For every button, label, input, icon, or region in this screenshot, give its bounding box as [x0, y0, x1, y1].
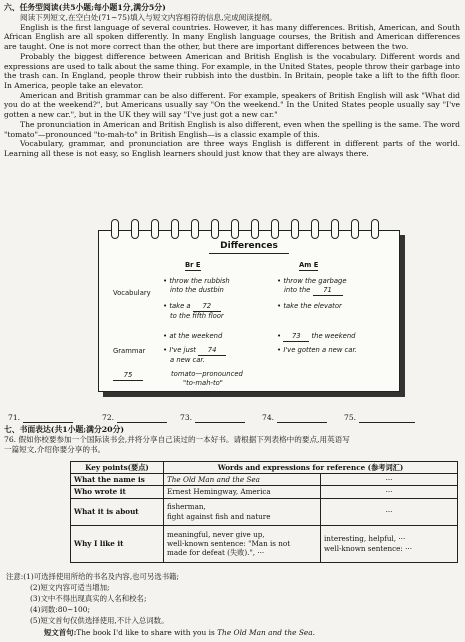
section-6-heading: 六、任务型阅读(共5小题;每小题1分,满分5分): [4, 3, 166, 12]
answer-71-label: 71.: [8, 413, 21, 422]
value-why-words-1: interesting, helpful, ···: [324, 534, 406, 544]
br-grammar-2: [163, 346, 226, 364]
br-vocab-1b: into the dustbin: [170, 285, 224, 294]
first-sentence-end: .: [312, 628, 316, 637]
section-7: [4, 425, 460, 454]
ring: [291, 219, 299, 239]
am-vocab-2: [277, 302, 342, 311]
first-sentence: [44, 628, 315, 637]
paragraph-4: The pronunciation in American and British English is also different, even when the spelling is the same. The word "tomato"—pronounced "to-mah-to" in British English—is a classic example of this.: [4, 119, 460, 139]
ring: [271, 219, 279, 239]
col-header-am: Am E: [299, 261, 319, 269]
answer-73[interactable]: [180, 413, 245, 423]
br-vocab-2b: to the fifth floor: [170, 311, 224, 320]
note-3: (3)文中不得出现真实的人名和校名;: [30, 594, 147, 603]
bullet-icon: •: [163, 277, 168, 285]
value-why-2: well-known sentence: "Man is not: [167, 539, 291, 549]
note-4: (4)词数:80~100;: [30, 605, 90, 614]
answer-72-line[interactable]: [117, 414, 167, 423]
br-vocab-2: [163, 302, 224, 320]
table-row: [71, 498, 458, 525]
ellipsis-3: ···: [321, 498, 458, 525]
table-header-key: Key points(要点): [71, 462, 164, 474]
bullet-icon: •: [277, 332, 282, 340]
br-grammar-1-text: at the weekend: [169, 332, 223, 340]
answer-74-line[interactable]: [277, 414, 327, 423]
notebook-title: Differences: [209, 241, 289, 254]
ring: [191, 219, 199, 239]
value-about-1: fisherman,: [167, 502, 206, 512]
am-vocab-2-text: take the elevator: [283, 302, 342, 310]
section-6-instruction: 阅读下列短文,在空白处(71~75)填入与短文内容相符的信息,完成阅读提纲。: [20, 12, 277, 22]
bullet-icon: •: [163, 346, 168, 354]
table-header-words: Words and expressions for reference (参考词汇): [164, 462, 458, 474]
ellipsis-1: ···: [321, 474, 458, 486]
table-row: [71, 474, 458, 486]
answer-73-line[interactable]: [195, 414, 245, 423]
note-1: 注意:(1)可选择使用所给的书名及内容,也可另选书籍;: [6, 572, 180, 581]
pron-b: "to-mah-to": [183, 378, 223, 387]
table-row: [71, 486, 458, 498]
ring: [231, 219, 239, 239]
note-2: (2)短文内容可适当增加;: [30, 583, 110, 592]
row-label-vocabulary: Vocabulary: [113, 289, 151, 297]
section-6: [4, 3, 460, 159]
am-grammar-2-text: I've gotten a new car.: [283, 346, 357, 354]
col-header-br: Br E: [185, 261, 201, 269]
value-why-1: meaningful, never give up,: [167, 529, 265, 539]
blank-75[interactable]: 75: [113, 371, 143, 381]
first-sentence-a: The book I'd like to share with you is: [76, 628, 218, 637]
value-why: [164, 525, 321, 562]
am-grammar-1b: the weekend: [311, 332, 356, 340]
answer-75[interactable]: [344, 413, 415, 423]
answer-75-label: 75.: [344, 413, 357, 422]
answer-71-line[interactable]: [23, 414, 73, 423]
paragraph-5: Vocabulary, grammar, and pronunciation are three ways English is different in different parts of the world. Learning all these is not easy, so English learners should just know that they are always there.: [4, 139, 460, 159]
answer-74[interactable]: [262, 413, 327, 423]
ring: [211, 219, 219, 239]
am-vocab-1a: throw the garbage: [283, 277, 347, 285]
blank-72[interactable]: 72: [193, 302, 221, 312]
blank-73[interactable]: 73: [283, 332, 309, 342]
value-author: Ernest Hemingway, America: [164, 486, 321, 498]
blank-71[interactable]: 71: [313, 286, 343, 296]
ring: [331, 219, 339, 239]
ring: [311, 219, 319, 239]
br-grammar-2a: I've just: [169, 346, 196, 354]
first-sentence-label: 短文首句:: [44, 628, 77, 637]
ring: [111, 219, 119, 239]
pron-a: tomato—pronounced: [171, 370, 243, 378]
value-why-words-2: well-known sentence: ···: [324, 543, 412, 553]
ring: [171, 219, 179, 239]
ring: [251, 219, 259, 239]
bullet-icon: •: [277, 277, 282, 285]
br-vocab-1a: throw the rubbish: [169, 277, 230, 285]
bullet-icon: •: [277, 346, 282, 354]
pronunciation-row: [113, 371, 143, 381]
value-why-words: [321, 525, 458, 562]
section-7-prompt-a: 76. 假如你校要参加一个国际读书会,并将分享自己读过的一本好书。请根据下列表格中的要点,用英语写: [4, 434, 350, 444]
paragraph-3: American and British grammar can be also different. For example, speakers of British English will ask "What did you do at the weekend?", but Americans usually say "On the weekend." In the United States people usually say "I've gotten a new car.", but in the UK they will say "I've just got a new car.": [4, 90, 460, 120]
answer-72-label: 72.: [102, 413, 115, 422]
value-about: [164, 498, 321, 525]
ring: [371, 219, 379, 239]
ellipsis-2: ···: [321, 486, 458, 498]
reference-table: [70, 461, 458, 563]
bullet-icon: •: [163, 302, 168, 310]
am-vocab-1: [277, 277, 347, 296]
br-vocab-2a: take a: [169, 302, 191, 310]
pronunciation-example: [171, 370, 243, 387]
ring: [151, 219, 159, 239]
ring: [351, 219, 359, 239]
row-label-grammar: Grammar: [113, 347, 146, 355]
answer-72[interactable]: [102, 413, 167, 423]
paragraph-1: English is the first language of several countries. However, it has many differences. British, American, and South African English are all spoken differently. In many English language courses, the British and American differences are taught. One is not more correct than the other, but there are important differences between the two.: [4, 22, 460, 52]
key-author: Who wrote it: [71, 486, 164, 498]
bullet-icon: •: [163, 332, 168, 340]
value-name: The Old Man and the Sea: [164, 474, 321, 486]
value-about-2: fight against fish and nature: [167, 511, 271, 521]
section-7-prompt-b: 一篇短文,介绍你要分享的书。: [4, 444, 106, 454]
answer-74-label: 74.: [262, 413, 275, 422]
value-why-3: made for defeat (失败).", ···: [167, 548, 265, 558]
br-grammar-1: [163, 332, 222, 341]
blank-74[interactable]: 74: [198, 346, 226, 356]
key-about: What it is about: [71, 498, 164, 525]
table-header-row: [71, 462, 458, 474]
paragraph-2: Probably the biggest difference between American and British English is the vocabulary. Different words and expressions are used to talk about the same thing. For example, in the United States, people throw their garbage into the trash can. In England, people throw their rubbish into the dustbin. In Britain, people take a lift to the fifth floor. In America, people take an elevator.: [4, 51, 460, 90]
answer-75-line[interactable]: [359, 414, 415, 423]
answer-73-label: 73.: [180, 413, 193, 422]
br-vocab-1: [163, 277, 230, 295]
am-vocab-1b: into the: [284, 285, 311, 294]
key-why: Why I like it: [71, 525, 164, 562]
bullet-icon: •: [277, 302, 282, 310]
answer-71[interactable]: [8, 413, 73, 423]
am-grammar-1: [277, 332, 355, 342]
br-grammar-2b: a new car.: [170, 355, 205, 364]
first-sentence-title: The Old Man and the Sea: [217, 628, 313, 637]
section-7-heading: 七、书面表达(共1小题;满分20分): [4, 425, 125, 434]
table-row: [71, 525, 458, 562]
am-grammar-2: [277, 346, 357, 355]
ring: [131, 219, 139, 239]
notebook-rings: [105, 219, 395, 239]
differences-notebook: [98, 230, 400, 392]
note-5: (5)短文首句仅供选择使用,不计入总词数。: [30, 616, 169, 625]
key-name: What the name is: [71, 474, 164, 486]
